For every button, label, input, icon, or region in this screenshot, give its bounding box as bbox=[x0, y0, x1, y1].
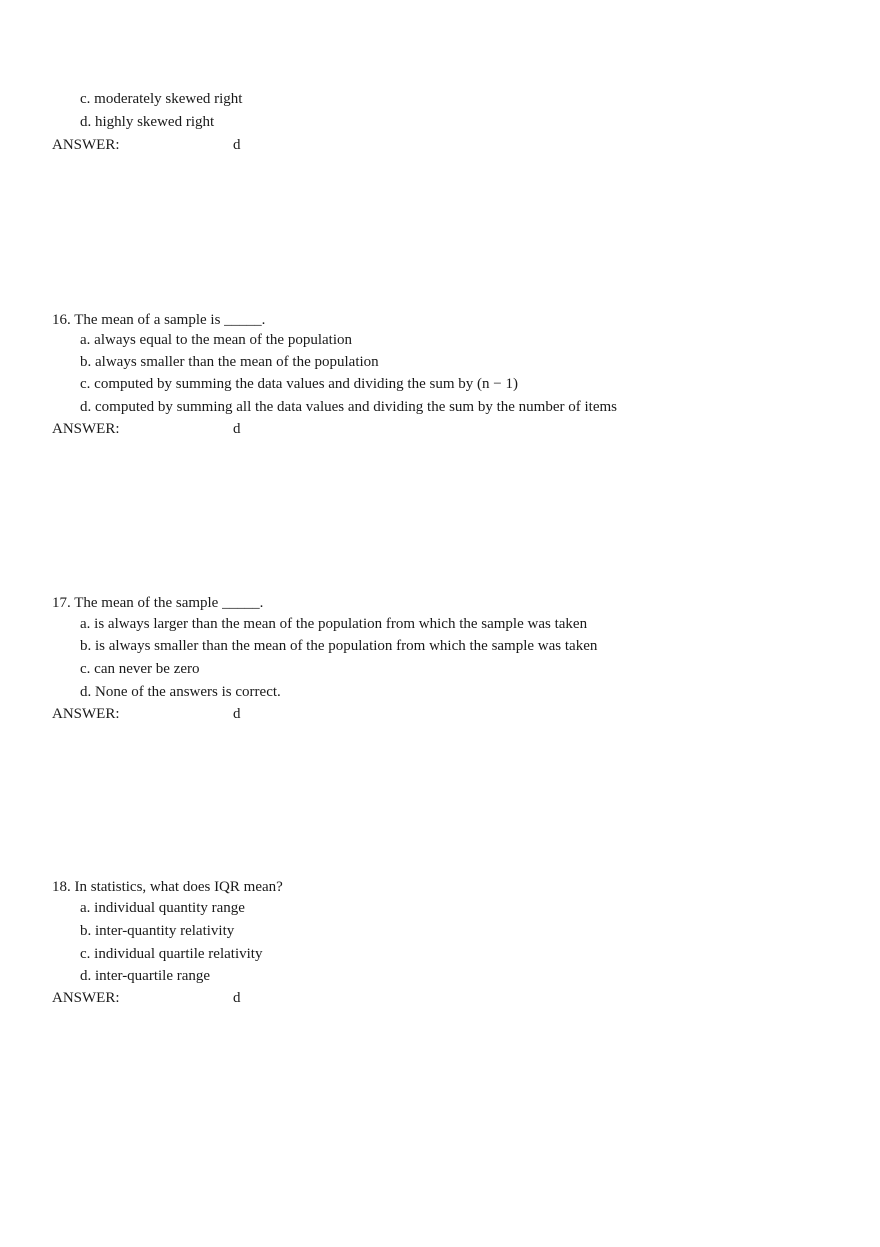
option-d: d. computed by summing all the data values and dividing the sum by the number of items bbox=[80, 399, 617, 415]
option-c: c. moderately skewed right bbox=[80, 91, 243, 107]
answer-label: ANSWER: bbox=[52, 990, 120, 1006]
option-b: b. is always smaller than the mean of the population from which the sample was taken bbox=[80, 638, 598, 654]
question-stem: 17. The mean of the sample _____. bbox=[52, 595, 264, 611]
option-d: d. inter-quartile range bbox=[80, 968, 211, 984]
answer-value: d bbox=[233, 421, 241, 437]
option-d: d. None of the answers is correct. bbox=[80, 684, 281, 700]
answer-value: d bbox=[233, 706, 241, 722]
option-d: d. highly skewed right bbox=[80, 114, 215, 130]
option-b: b. always smaller than the mean of the population bbox=[80, 354, 379, 370]
answer-value: d bbox=[233, 137, 241, 153]
option-c: c. individual quartile relativity bbox=[80, 946, 263, 962]
question-stem: 16. The mean of a sample is _____. bbox=[52, 312, 266, 328]
option-a: a. always equal to the mean of the population bbox=[80, 332, 352, 348]
answer-label: ANSWER: bbox=[52, 421, 120, 437]
answer-value: d bbox=[233, 990, 241, 1006]
question-stem: 18. In statistics, what does IQR mean? bbox=[52, 879, 283, 895]
option-c: c. can never be zero bbox=[80, 661, 200, 677]
option-b: b. inter-quantity relativity bbox=[80, 923, 235, 939]
option-a: a. is always larger than the mean of the population from which the sample was taken bbox=[80, 616, 588, 632]
option-c: c. computed by summing the data values and dividing the sum by (n − 1) bbox=[80, 376, 518, 392]
answer-label: ANSWER: bbox=[52, 137, 120, 153]
option-a: a. individual quantity range bbox=[80, 900, 245, 916]
answer-label: ANSWER: bbox=[52, 706, 120, 722]
